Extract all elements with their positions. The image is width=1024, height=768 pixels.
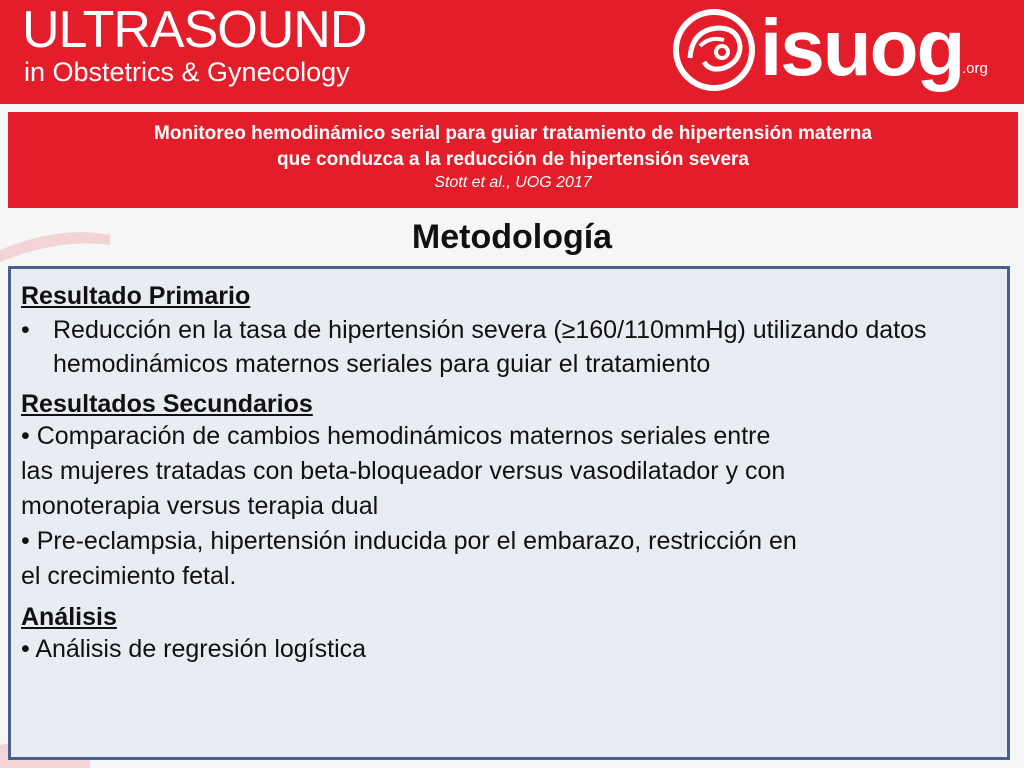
bullet-marker: •: [21, 316, 30, 344]
isuog-logo-suffix: .org: [962, 60, 988, 77]
secondary-outcomes-heading: Resultados Secundarios: [21, 390, 313, 418]
isuog-logo: isuog: [760, 3, 964, 92]
study-citation: Stott et al., UOG 2017: [434, 174, 592, 191]
primary-outcome-item: [21, 313, 993, 381]
journal-title: ULTRASOUND: [22, 1, 367, 59]
secondary-line: el crecimiento fetal.: [21, 562, 237, 590]
study-title-line-1: Monitoreo hemodinámico serial para guiar tratamiento de hipertensión materna: [154, 123, 872, 144]
journal-subtitle: in Obstetrics & Gynecology: [24, 57, 350, 87]
study-banner: [8, 112, 1018, 208]
analysis-item: • Análisis de regresión logística: [21, 635, 367, 663]
primary-outcome-heading: Resultado Primario: [21, 282, 251, 310]
secondary-line: las mujeres tratadas con beta-bloqueador versus vasodilatador y con: [21, 457, 786, 485]
fetus-icon: [670, 6, 758, 94]
secondary-line: • Comparación de cambios hemodinámicos maternos seriales entre: [21, 422, 771, 450]
study-title-line-2: que conduzca a la reducción de hipertensión severa: [277, 149, 749, 170]
secondary-line: • Pre-eclampsia, hipertensión inducida por el embarazo, restricción en: [21, 527, 797, 555]
section-title: Metodología: [411, 218, 613, 256]
primary-outcome-text: Reducción en la tasa de hipertensión severa (≥160/110mmHg) utilizando datos hemodinámicos maternos seriales para guiar el tratamiento: [53, 316, 927, 378]
secondary-line: monoterapia versus terapia dual: [21, 492, 379, 520]
methodology-box: [8, 266, 1010, 760]
analysis-heading: Análisis: [21, 603, 117, 631]
journal-header: [0, 0, 1024, 104]
